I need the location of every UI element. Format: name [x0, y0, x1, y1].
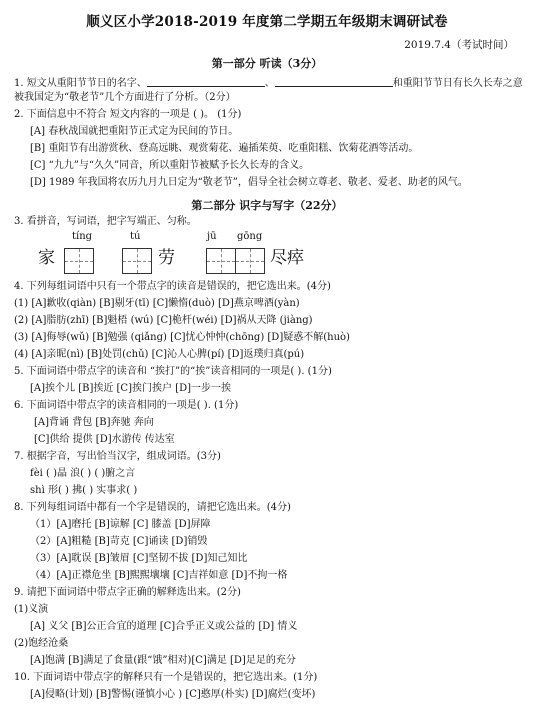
q4-row-1: (1) [A]歉收(qiàn) [B]剔牙(tī) [C]懒惰(duò) [D]燕京啤酒(yàn)	[14, 298, 300, 309]
q7-row-fei: fèi ( )晶 浪( ) ( )腑之言	[30, 468, 136, 479]
pinyin-ju: jū	[207, 231, 217, 242]
q1-text-b: 、	[264, 78, 275, 89]
q6-options-cd: [C]供给 提供 [D]水游传 传达室	[34, 434, 175, 445]
q9-sub-2-options: [A]饱满 [B]满足了食量(跟“饿”相对)[C]满足 [D]足足的充分	[30, 655, 296, 666]
question-9: 9. 请把下面词语中带点字正确的解释选出来。(2分)	[14, 587, 241, 598]
q1-blank-2[interactable]	[275, 76, 393, 87]
q9-sub-1-options: [A] 义父 [B]公正合宜的道理 [C]合乎正义或公益的 [D] 情义	[30, 621, 298, 632]
q9-sub-2: (2)饱经沧桑	[14, 638, 69, 649]
q8-row-4: （4）[A]正襟危坐 [B]熙熙壤壤 [C]吉祥如意 [D]不拘一格	[30, 570, 288, 581]
char-jia: 家	[38, 248, 55, 268]
question-10: 10. 下面词语中带点字的解释只有一个是错误的，把它选出来。(1分)	[14, 672, 318, 683]
question-1-line1	[14, 76, 523, 89]
q8-row-3: （3）[A]耽误 [B]皱眉 [C]坚韧不拔 [D]知己知比	[30, 553, 248, 564]
exam-title: 顺义区小学2018-2019 年度第二学期五年级期末调研试卷	[86, 14, 448, 30]
q2-option-b: [B] 重阳节有出游赏秋、登高远眺、观赏菊花、遍插茱萸、吃重阳糕、饮菊花酒等活动。	[30, 143, 419, 154]
question-1-line2: 被我国定为“敬老节”几个方面进行了分析。（2分）	[14, 92, 236, 103]
q2-option-d: [D] 1989 年我国将农历九月九日定为“敬老节”，倡导全社会树立尊老、敬老、爱老、助老的风气。	[30, 177, 468, 188]
q8-row-2: （2）[A]粗糙 [B]苛克 [C]诵读 [D]销毁	[30, 536, 208, 547]
char-lao: 劳	[158, 248, 175, 268]
char-jincui: 尽瘁	[270, 248, 304, 268]
pinyin-tu: tú	[130, 231, 141, 242]
pinyin-gong: gōng	[237, 231, 263, 242]
question-6: 6. 下面词语中带点字的读音相同的一项是( ). (1分)	[14, 400, 239, 411]
q9-sub-1: (1)义演	[14, 604, 49, 615]
q1-text-c: 和重阳节节日有长久长寿之意	[392, 78, 523, 89]
question-4: 4. 下列每组词语中只有一个带点字的读音是错误的，把它选出来。(4分)	[14, 281, 331, 292]
q2-option-c: [C] “九九”与“久久”同音，所以重阳节被赋予长久长寿的含义。	[30, 160, 310, 171]
question-3: 3. 看拼音，写词语，把字写端正、匀称。	[14, 216, 197, 227]
question-5: 5. 下面词语中带点字的读音和 “挨打”的“挨”读音相同的一项是( ). (1分)	[14, 366, 332, 377]
writing-box-3[interactable]	[206, 248, 236, 274]
question-2: 2. 下面信息中不符合 短文内容的一项是 ( )。 (1分)	[14, 109, 242, 120]
exam-date: 2019.7.4（考试时间）	[404, 39, 514, 51]
q4-row-2: (2) [A]脂肪(zhī) [B]魁梧 (wú) [C]桅杆(wéi) [D]祸从天降 (jiàng)	[14, 315, 313, 326]
question-7: 7. 根据字音，写出恰当汉字，组成词语。(3分)	[14, 451, 221, 462]
q10-options: [A]侵略(计划) [B]警惕(谨慎小心 ) [C]憨厚(朴实) [D]腐烂(变坏)	[30, 689, 316, 700]
writing-box-4[interactable]	[235, 248, 265, 274]
q8-row-1: （1）[A]磨托 [B]谅解 [C] 膝盖 [D]屏障	[30, 519, 211, 530]
writing-box-1[interactable]	[64, 248, 94, 274]
q7-row-shi: shì 形( ) 拂( ) 实事求( )	[30, 485, 138, 496]
q2-option-a: [A] 春秋战国就把重阳节正式定为民间的节日。	[30, 126, 239, 137]
q4-row-3: (3) [A]侮辱(wǔ) [B]勉强 (qiǎng) [C]忧心忡忡(chōng) [D]疑惑不解(huò)	[14, 332, 350, 343]
writing-box-2[interactable]	[122, 248, 152, 274]
q4-row-4: (4) [A]亲昵(nì) [B]处罚(chǔ) [C]沁人心脾(pí) [D]返璞归真(pú)	[14, 349, 305, 360]
pinyin-ting: tíng	[72, 231, 93, 242]
part2-heading: 第二部分 识字与写字（22分）	[191, 199, 343, 212]
q6-options-ab: [A]背诵 背包 [B]奔驰 奔向	[34, 417, 154, 428]
part1-heading: 第一部分 听读（3分）	[211, 57, 323, 70]
q1-blank-1[interactable]	[147, 76, 265, 87]
q5-options: [A]挨个儿 [B]挨近 [C]挨门挨户 [D]一步一挨	[30, 383, 231, 394]
q1-text-a: 1. 短文从重阳节节日的名字、	[14, 78, 147, 89]
question-8: 8. 下列每组词语中都有一个字是错误的，请把它选出来。(4分)	[14, 502, 291, 513]
